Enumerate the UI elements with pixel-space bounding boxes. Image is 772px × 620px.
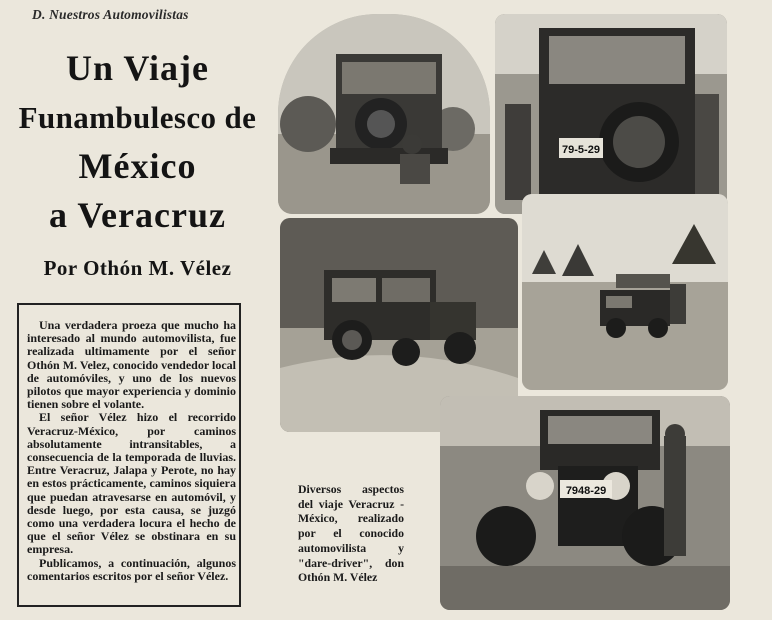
title-line-3: México: [78, 146, 197, 186]
plate-text-rear: 79-5-29: [562, 144, 600, 156]
title-line-4: a Veracruz: [49, 195, 226, 235]
photo-car-distant-field: [522, 194, 728, 390]
title-line-2: Funambulesco de: [18, 100, 257, 135]
plate-text-front: 7948-29: [565, 485, 607, 497]
photo-car-rear-plate: [495, 14, 727, 214]
intro-paragraph-3: Publicamos, a continuación, algunos comentarios escritos por el señor Vélez.: [27, 555, 236, 583]
intro-box: [17, 303, 241, 607]
photo-car-front-plate: [440, 396, 730, 610]
photo-caption: Diversos aspectos del viaje Veracruz - México, realizado por el conocido automovilista y "dare-driver", don Othón M. Vélez: [298, 482, 404, 585]
intro-paragraph-1: Una verdadera proeza que mucho ha interesado al mundo automovilista, fue realizada ultimamente por el señor Othón M. Velez, conocido vendedor local de automóviles, y uno de los nuevos pilotos que mayor experiencia y dominio tienen sobre el volante.: [27, 318, 236, 412]
section-header: D. Nuestros Automovilistas: [32, 7, 189, 22]
photo-car-rear-seated-man: [278, 14, 490, 214]
byline: Por Othón M. Vélez: [43, 256, 232, 280]
article-title: [0, 44, 275, 240]
intro-paragraph-2: El señor Vélez hizo el recorrido Veracruz-México, por caminos absolutamente intransitables, a consecuencia de la temporada de lluvias. Entre Veracruz, Jalapa y Perote, no hay en estos prácticamente, caminos siquiera que puedan atravesarse en automóvil, y desde luego, por esta causa, se juzgó como una verdadera locura el hecho de que el señor Vélez se obstinara en su empresa.: [27, 410, 236, 557]
title-line-1: Un Viaje: [66, 48, 209, 88]
